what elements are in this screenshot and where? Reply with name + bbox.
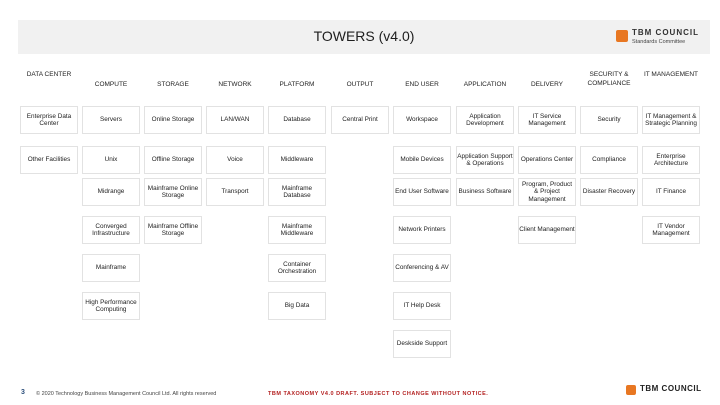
sub-tower-item: Business Software [456,178,514,206]
sub-tower-item: Mainframe Offline Storage [144,216,202,244]
sub-tower-item: Online Storage [144,106,202,134]
tower-column [516,62,578,382]
logo-name: TBM COUNCIL [632,28,699,37]
tower-column [391,62,453,382]
tower-column [18,62,80,382]
tbm-logo-mark-icon [626,385,636,395]
footer-logo-name: TBM COUNCIL [640,384,702,393]
sub-tower-item: Application Development [456,106,514,134]
sub-tower-item: Unix [82,146,140,174]
tower-column [204,62,266,382]
sub-tower-item: Client Management [518,216,576,244]
tower-header: PLATFORM [279,81,315,88]
sub-tower-item: Workspace [393,106,451,134]
sub-tower-item: Security [580,106,638,134]
sub-tower-item: Conferencing & AV [393,254,451,282]
sub-tower-item: Other Facilities [20,146,78,174]
tower-header: SECURITY & COMPLIANCE [587,71,631,87]
tbm-council-logo [616,27,702,49]
page-title: TOWERS (v4.0) [313,28,415,44]
footer-logo [626,383,706,399]
sub-tower-item: Enterprise Data Center [20,106,78,134]
tower-header: IT MANAGEMENT [643,71,699,78]
sub-tower-item: Application Support & Operations [456,146,514,174]
sub-tower-item: High Performance Computing [82,292,140,320]
sub-tower-item: Offline Storage [144,146,202,174]
sub-tower-item: Mainframe Middleware [268,216,326,244]
sub-tower-item: Compliance [580,146,638,174]
sub-tower-item: End User Software [393,178,451,206]
sub-tower-item: Deskside Support [393,330,451,358]
tower-column [142,62,204,382]
tower-header: APPLICATION [463,81,507,88]
sub-tower-item: Midrange [82,178,140,206]
sub-tower-item: Mainframe Online Storage [144,178,202,206]
sub-tower-item: Container Orchestration [268,254,326,282]
tower-column [640,62,702,382]
tower-header: END USER [405,81,439,88]
sub-tower-item: Enterprise Architecture [642,146,700,174]
sub-tower-item: IT Finance [642,178,700,206]
tower-header: NETWORK [218,81,252,88]
sub-tower-item: Converged Infrastructure [82,216,140,244]
slide-header [18,20,710,54]
sub-tower-item: Network Printers [393,216,451,244]
sub-tower-item: Central Print [331,106,389,134]
tower-column [578,62,640,382]
page-number: 3 [21,389,25,396]
sub-tower-item: Voice [206,146,264,174]
tower-column [80,62,142,382]
sub-tower-item: LAN/WAN [206,106,264,134]
sub-tower-item: Mainframe [82,254,140,282]
tower-column [454,62,516,382]
sub-tower-item: IT Management & Strategic Planning [642,106,700,134]
tower-header: DATA CENTER [26,71,72,78]
tbm-logo-mark-icon [616,30,628,42]
draft-notice: TBM TAXONOMY V4.0 DRAFT. SUBJECT TO CHANGE WITHOUT NOTICE. [268,391,489,397]
sub-tower-item: IT Help Desk [393,292,451,320]
sub-tower-item: Operations Center [518,146,576,174]
sub-tower-item: Mobile Devices [393,146,451,174]
sub-tower-item: Mainframe Database [268,178,326,206]
sub-tower-item: IT Vendor Management [642,216,700,244]
sub-tower-item: Program, Product & Project Management [518,178,576,206]
tower-column [329,62,391,382]
tower-header: DELIVERY [530,81,564,88]
sub-tower-item: IT Service Management [518,106,576,134]
tower-header: STORAGE [157,81,189,88]
tower-header: OUTPUT [346,81,374,88]
logo-subtitle: Standards Committee [632,39,686,45]
copyright-text: © 2020 Technology Business Management Council Ltd. All rights reserved [36,391,217,397]
sub-tower-item: Servers [82,106,140,134]
sub-tower-item: Big Data [268,292,326,320]
sub-tower-item: Disaster Recovery [580,178,638,206]
tower-column [266,62,328,382]
tower-header: COMPUTE [94,81,128,88]
sub-tower-item: Middleware [268,146,326,174]
sub-tower-item: Transport [206,178,264,206]
sub-tower-item: Database [268,106,326,134]
